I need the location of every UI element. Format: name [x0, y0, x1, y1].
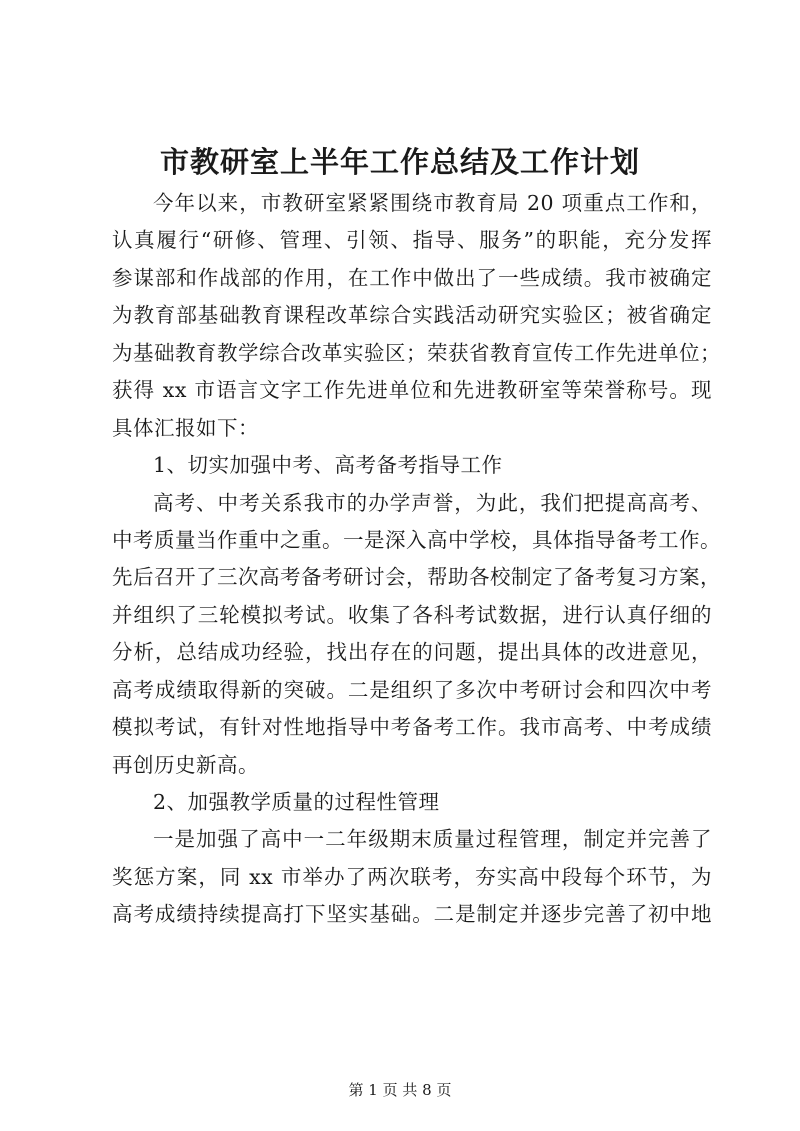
paragraph-line: 获得 xx 市语言文字工作先进单位和先进教研室等荣誉称号。现 — [112, 378, 712, 403]
paragraph-line: 中考质量当作重中之重。一是深入高中学校，具体指导备考工作。 — [112, 527, 721, 552]
paragraph-line: 具体汇报如下： — [112, 415, 259, 440]
paragraph-line: 参谋部和作战部的作用，在工作中做出了一些成绩。我市被确定 — [112, 265, 712, 290]
paragraph-line: 模拟考试，有针对性地指导中考备考工作。我市高考、中考成绩 — [112, 715, 712, 740]
paragraph-line: 高考成绩取得新的突破。二是组织了多次中考研讨会和四次中考 — [112, 677, 712, 702]
paragraph-line: 一是加强了高中一二年级期末质量过程管理，制定并完善了 — [153, 827, 712, 852]
paragraph-line: 高考成绩持续提高打下坚实基础。二是制定并逐步完善了初中地 — [112, 902, 712, 927]
paragraph-line: 分析，总结成功经验，找出存在的问题，提出具体的改进意见， — [112, 640, 712, 665]
section-heading: 1、切实加强中考、高考备考指导工作 — [153, 453, 503, 478]
paragraph-line: 今年以来，市教研室紧紧围绕市教育局 20 项重点工作和， — [153, 191, 712, 215]
document-title: 市教研室上半年工作总结及工作计划 — [159, 145, 640, 179]
section-heading: 2、加强教学质量的过程性管理 — [153, 790, 440, 814]
paragraph-line: 再创历史新高。 — [112, 752, 259, 777]
paragraph-line: 奖惩方案，同 xx 市举办了两次联考，夯实高中段每个环节，为 — [112, 864, 712, 889]
document-body — [112, 185, 721, 934]
paragraph-line: 先后召开了三次高考备考研讨会，帮助各校制定了备考复习方案， — [112, 565, 721, 590]
paragraph-line: 认真履行“研修、管理、引领、指导、服务”的职能，充分发挥 — [112, 228, 712, 253]
paragraph-line: 为基础教育教学综合改革实验区；荣获省教育宣传工作先进单位； — [112, 340, 721, 365]
page-number-footer: 第 1 页 共 8 页 — [348, 1081, 452, 1099]
paragraph-line: 高考、中考关系我市的办学声誉，为此，我们把提高高考、 — [153, 490, 712, 515]
paragraph-line: 为教育部基础教育课程改革综合实践活动研究实验区；被省确定 — [112, 303, 712, 328]
paragraph-line: 并组织了三轮模拟考试。收集了各科考试数据，进行认真仔细的 — [112, 602, 712, 627]
